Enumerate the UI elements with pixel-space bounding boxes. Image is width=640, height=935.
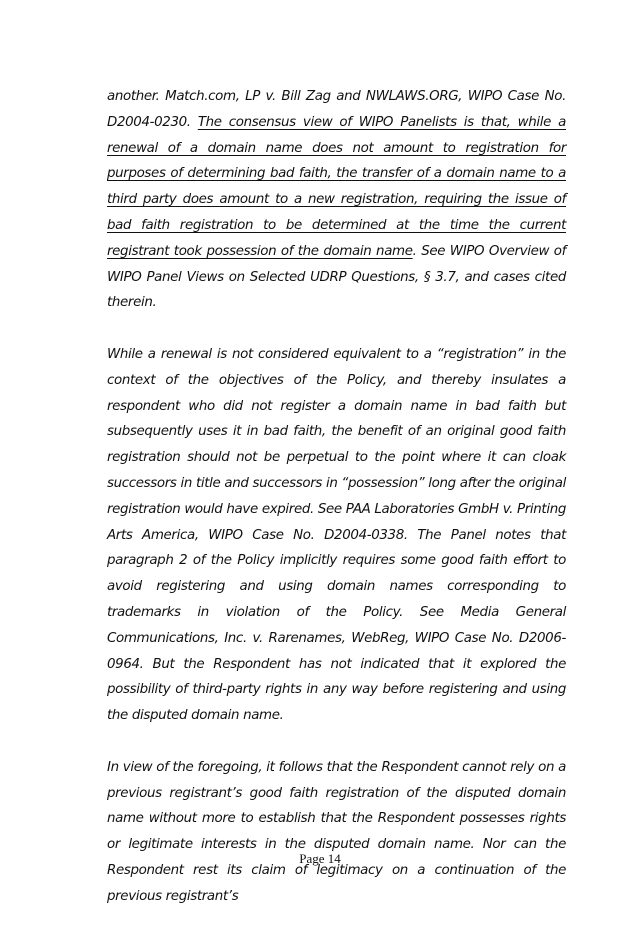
underlined-consensus-view: The consensus view of WIPO Panelists is that, while a renewal of a domain name does not amount to registration for purposes of determining bad faith, the transfer of a domain name to a third party does amount to a new registration, requiring the issue of bad faith registration to be determined at the time the current registrant took possession of the domain name (107, 114, 566, 259)
document-body (107, 84, 566, 935)
citation-text: another. Match.com, LP v. Bill Zag and NWLAWS.ORG, WIPO Case No. D2004-0230. (107, 89, 566, 130)
page-number: Page 14 (299, 851, 341, 866)
overview-citation: . See WIPO Overview of WIPO Panel Views on Selected UDRP Questions, § 3.7, and cases cited therein. (107, 243, 566, 311)
paragraph-3: In view of the foregoing, it follows that the Respondent cannot rely on a previous registrant’s good faith registration of the disputed domain name without more to establish that the Respondent possesses rights or legitimate interests in the disputed domain name. Nor can the Respondent rest its claim of legitimacy on a continuation of the previous registrant’s (107, 759, 566, 904)
paragraph-1 (107, 84, 566, 316)
paragraph-2: While a renewal is not considered equivalent to a “registration” in the context of the objectives of the Policy, and thereby insulates a respondent who did not register a domain name in bad faith but subsequently uses it in bad faith, the benefit of an original good faith registration should not be perpetual to the point where it can cloak successors in title and successors in “possession” long after the original registration would have expired. See PAA Laboratories GmbH v. Printing Arts America, WIPO Case No. D2004-0338. The Panel notes that paragraph 2 of the Policy implicitly requires some good faith effort to avoid registering and using domain names corresponding to trademarks in violation of the Policy. See Media General Communications, Inc. v. Rarenames, WebReg, WIPO Case No. D2006-0964. But the Respondent has not indicated that it explored the possibility of third-party rights in any way before registering and using the disputed domain name. (107, 346, 566, 724)
